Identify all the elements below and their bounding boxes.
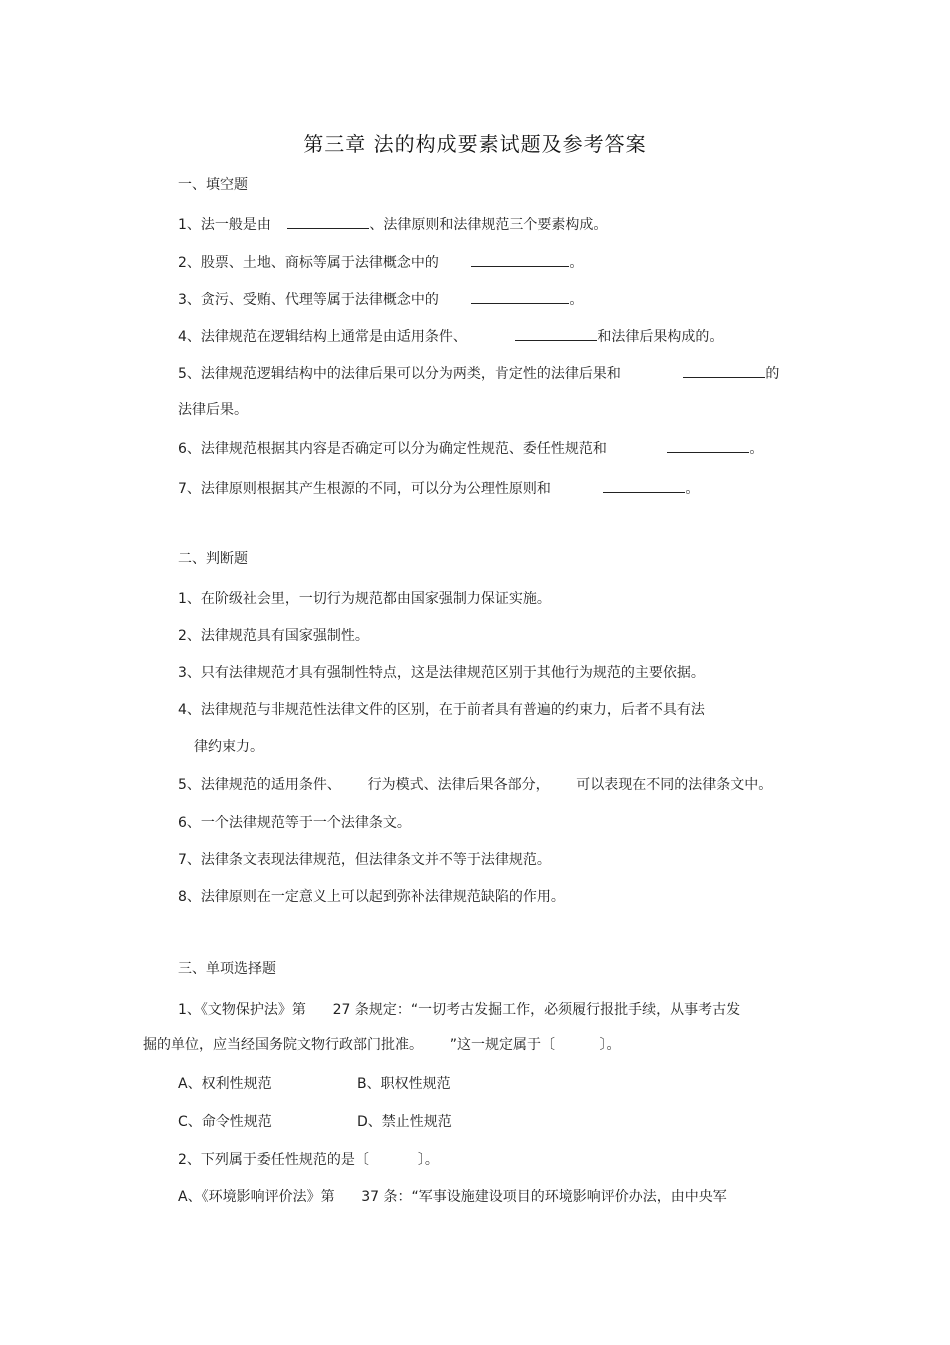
option-d: D、禁止性规范 [357,1114,452,1130]
fill-question-3 [178,289,583,310]
fill-question-6 [178,438,763,459]
fill-q6-text-a: 6、法律规范根据其内容是否确定可以分为确定性规范、委任性规范和 [178,441,607,457]
fill-question-7 [178,478,699,499]
fill-q3-text-a: 3、贪污、受贿、代理等属于法律概念中的 [178,292,439,308]
fill-question-5 [178,363,779,384]
fill-q2-text-a: 2、股票、土地、商标等属于法律概念中的 [178,255,439,271]
answer-blank [603,478,685,493]
single-q2-line: 2、下列属于委任性规范的是〔 〕。 [178,1152,439,1168]
option-b: B、职权性规范 [357,1076,451,1092]
section-heading-fill: 一、填空题 [178,177,248,193]
fill-q3-text-b: 。 [569,292,584,308]
answer-blank [515,326,597,341]
answer-blank [683,363,765,378]
judge-item-7: 7、法律条文表现法律规范，但法律条文并不等于法律规范。 [178,852,551,868]
document-title: 第三章 法的构成要素试题及参考答案 [303,132,647,156]
judge-item-4: 4、法律规范与非规范性法律文件的区别，在于前者具有普遍的约束力，后者不具有法 [178,702,705,718]
judge-item-1: 1、在阶级社会里，一切行为规范都由国家强制力保证实施。 [178,591,551,607]
fill-q5-text-b: 的 [765,366,780,382]
section-heading-judge: 二、判断题 [178,551,248,567]
section-heading-single: 三、单项选择题 [178,961,276,977]
answer-blank [471,252,569,267]
fill-q7-text-a: 7、法律原则根据其产生根源的不同，可以分为公理性原则和 [178,481,551,497]
fill-question-1 [178,214,607,235]
fill-q1-text-b: 、法律原则和法律规范三个要素构成。 [369,217,608,233]
judge-item-8: 8、法律原则在一定意义上可以起到弥补法律规范缺陷的作用。 [178,889,565,905]
single-q1-line2: 掘的单位，应当经国务院文物行政部门批准。 ”这一规定属于〔 〕。 [143,1037,621,1053]
fill-q7-text-b: 。 [685,481,700,497]
answer-blank [471,289,569,304]
fill-q4-text-b: 和法律后果构成的。 [597,329,724,345]
fill-q6-text-b: 。 [749,441,764,457]
judge-item-6: 6、一个法律规范等于一个法律条文。 [178,815,411,831]
fill-q2-text-b: 。 [569,255,584,271]
judge-item-3: 3、只有法律规范才具有强制性特点，这是法律规范区别于其他行为规范的主要依据。 [178,665,705,681]
judge-item-4-continuation: 律约束力。 [194,739,264,755]
option-c: C、命令性规范 [178,1114,272,1130]
judge-item-5: 5、法律规范的适用条件、 行为模式、法律后果各部分， 可以表现在不同的法律条文中。 [178,777,773,793]
answer-blank [667,438,749,453]
fill-q4-text-a: 4、法律规范在逻辑结构上通常是由适用条件、 [178,329,467,345]
judge-item-2: 2、法律规范具有国家强制性。 [178,628,369,644]
fill-q5-text-a: 5、法律规范逻辑结构中的法律后果可以分为两类，肯定性的法律后果和 [178,366,621,382]
answer-blank [287,214,369,229]
fill-q5-continuation: 法律后果。 [178,402,248,418]
single-q2-option-a: A、《环境影响评价法》第 37 条：“军事设施建设项目的环境影响评价办法，由中央军 [178,1189,727,1205]
fill-q1-text-a: 1、法一般是由 [178,217,271,233]
single-q1-line1: 1、《文物保护法》第 27 条规定：“一切考古发掘工作，必须履行报批手续，从事考古发 [178,1002,741,1018]
fill-question-2 [178,252,583,273]
fill-question-4 [178,326,723,347]
option-a: A、权利性规范 [178,1076,272,1092]
